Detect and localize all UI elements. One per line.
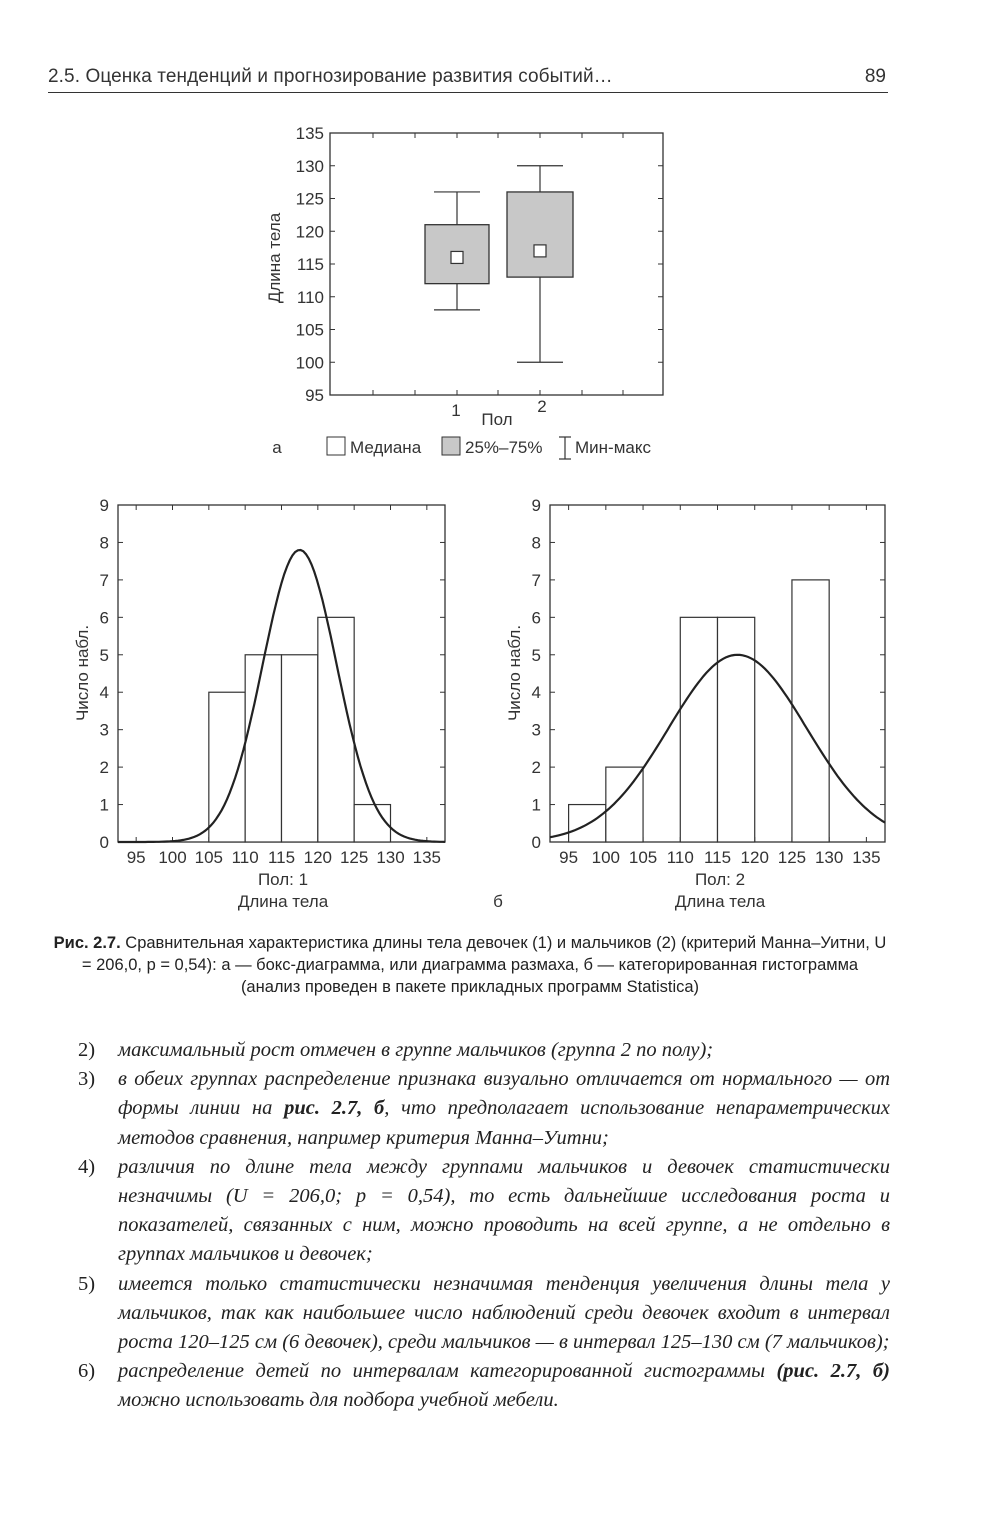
histogram-bar xyxy=(718,617,755,842)
list-item-number: 4) xyxy=(78,1155,96,1178)
histogram-x-tick-label: 100 xyxy=(591,848,621,867)
histogram-bar xyxy=(209,692,245,842)
histogram-x-tick-label: 95 xyxy=(559,848,579,867)
list-item-text xyxy=(118,1357,890,1415)
histogram-y-tick-label: 5 xyxy=(99,645,109,665)
histogram-x-tick-label: 130 xyxy=(376,848,405,867)
histogram-y-tick-label: 7 xyxy=(99,570,109,590)
legend-minmax-icon xyxy=(559,437,571,459)
histogram-2-x-axis-label: Длина тела xyxy=(674,892,766,911)
histogram-x-tick-label: 105 xyxy=(628,848,658,867)
histogram-y-tick-label: 1 xyxy=(531,795,541,815)
histogram-x-tick-label: 110 xyxy=(231,848,259,867)
list-item-text-part: , что предполагает использование непараметрических методов сравнения, например критерия Манна–Уитни; xyxy=(118,1097,891,1149)
boxplot-y-tick-label: 125 xyxy=(295,189,324,209)
histogram-bar xyxy=(792,580,829,842)
panel-label-b: б xyxy=(493,892,503,911)
list-item xyxy=(78,1065,890,1153)
list-item xyxy=(78,1270,890,1358)
figure-reference: рис. 2.7, б xyxy=(284,1097,385,1120)
histogram-x-tick-label: 135 xyxy=(852,848,881,867)
histogram-2-group-label: Пол: 2 xyxy=(694,870,746,889)
boxplot-y-tick-label: 135 xyxy=(295,124,324,143)
numbered-list xyxy=(78,1036,890,1416)
histogram-y-tick-label: 5 xyxy=(531,645,541,665)
boxplot-legend xyxy=(327,437,651,459)
figure-reference: (рис. 2.7, б) xyxy=(776,1360,890,1383)
boxplot-frame xyxy=(330,133,663,395)
panel-label-a: а xyxy=(272,438,282,457)
boxplot-y-tick-label: 95 xyxy=(305,386,324,405)
legend-median-swatch xyxy=(327,437,345,455)
histogram-y-tick-label: 0 xyxy=(531,833,541,852)
list-item-text-part: в обеих группах распределение признака визуально отличается от нормального — от формы линии на xyxy=(118,1068,890,1120)
boxplot-x-tick-label: 2 xyxy=(537,397,547,416)
list-item xyxy=(78,1357,890,1415)
legend-quartiles-swatch xyxy=(442,437,460,455)
histogram-1-y-axis-label: Число набл. xyxy=(73,624,92,722)
list-item-number: 2) xyxy=(78,1039,96,1061)
histogram-bar xyxy=(282,655,318,842)
histogram-bar xyxy=(354,805,390,842)
histogram-y-tick-label: 7 xyxy=(531,570,541,590)
list-item-text-part: можно использовать для подбора учебной мебели. xyxy=(118,1389,559,1412)
list-item-text xyxy=(118,1270,890,1358)
histogram-y-tick-label: 8 xyxy=(99,533,109,553)
histogram-y-tick-label: 9 xyxy=(531,496,541,515)
histogram-bar xyxy=(318,617,354,842)
list-item-number: 6) xyxy=(78,1360,96,1383)
histogram-x-tick-label: 115 xyxy=(703,848,732,867)
running-title: 2.5. Оценка тенденций и прогнозирование развития событий… xyxy=(48,66,613,87)
list-item-text xyxy=(118,1036,890,1065)
histogram-y-tick-label: 0 xyxy=(99,833,109,852)
list-item xyxy=(78,1036,890,1065)
list-item xyxy=(78,1153,890,1270)
legend-median-label: Медиана xyxy=(350,438,422,457)
histogram-x-tick-label: 120 xyxy=(303,848,333,867)
histogram-x-tick-label: 135 xyxy=(412,848,442,867)
boxplot-y-tick-label: 110 xyxy=(296,287,324,307)
histogram-y-tick-label: 6 xyxy=(99,608,109,628)
histogram-x-tick-label: 105 xyxy=(194,848,224,867)
list-item-number: 5) xyxy=(78,1272,96,1295)
boxplot-y-tick-label: 115 xyxy=(296,255,324,274)
boxplot-x-tick-label: 1 xyxy=(451,401,461,420)
histogram-1-x-axis-label: Длина тела xyxy=(237,892,329,911)
histogram-y-tick-label: 6 xyxy=(531,608,541,628)
histogram-chart-1 xyxy=(73,496,445,911)
list-item-text-part: распределение детей по интервалам категорированной гистограммы xyxy=(118,1360,777,1383)
boxplot-median-marker xyxy=(534,245,546,257)
figure-caption-text: Сравнительная характеристика длины тела девочек (1) и мальчиков (2) (критерий Манна–Уитни, U = 206,0, p = 0,54): а — бокс-диаграмма, или диаграмма размаха, б — категорированная гистограмма (анализ проведен в пакете прикладных программ Statistica) xyxy=(81,934,887,996)
histogram-x-tick-label: 115 xyxy=(267,848,296,867)
boxplot-y-tick-label: 105 xyxy=(295,320,324,340)
histogram-y-tick-label: 8 xyxy=(531,533,541,553)
histogram-y-tick-label: 2 xyxy=(99,758,109,778)
histogram-y-tick-label: 4 xyxy=(99,683,109,703)
histogram-1-group-label: Пол: 1 xyxy=(257,870,309,889)
histogram-x-tick-label: 125 xyxy=(777,848,807,867)
histogram-2-y-axis-label: Число набл. xyxy=(505,624,524,722)
boxplot-x-axis-label: Пол xyxy=(481,410,513,429)
figure-caption-label: Рис. 2.7. xyxy=(53,934,121,952)
histogram-x-tick-label: 100 xyxy=(158,848,187,867)
legend-minmax-label: Мин-макс xyxy=(575,438,651,457)
boxplot-y-tick-label: 120 xyxy=(295,222,324,242)
histogram-x-tick-label: 120 xyxy=(740,848,769,867)
histogram-y-tick-label: 9 xyxy=(99,496,109,515)
histogram-bar xyxy=(680,617,717,842)
list-item-text-part: имеется только статистически незначимая тенденция увеличения длины тела у мальчиков, так как наибольшее число наблюдений среди девочек входит в интервал роста 120–125 см (6 девочек), среди мальчиков — в интервал 125–130 см (7 мальчиков); xyxy=(118,1272,890,1354)
list-item-text-part: различия по длине тела между группами мальчиков и девочек статистически незначимы (U = 206,0; p = 0,54), то есть дальнейшие исследования роста и показателей, связанных с ним, можно проводить на всей группе, а не отдельно в группах мальчиков и девочек; xyxy=(118,1155,890,1266)
histogram-bar xyxy=(245,655,281,842)
boxplot-y-tick-label: 100 xyxy=(295,353,324,373)
histogram-x-tick-label: 125 xyxy=(339,848,369,867)
histogram-y-tick-label: 3 xyxy=(531,720,541,740)
histogram-y-tick-label: 2 xyxy=(531,758,541,778)
histogram-bar xyxy=(606,767,643,842)
list-item-number: 3) xyxy=(78,1068,96,1091)
boxplot-chart xyxy=(265,124,663,459)
page-number: 89 xyxy=(864,66,886,87)
list-item-text xyxy=(118,1065,890,1153)
boxplot-median-marker xyxy=(451,251,463,263)
figure-caption xyxy=(50,932,890,998)
histogram-x-tick-label: 110 xyxy=(666,848,694,867)
histogram-x-tick-label: 95 xyxy=(126,848,146,867)
histogram-y-tick-label: 1 xyxy=(99,795,109,815)
list-item-text-part: максимальный рост отмечен в группе мальчиков (группа 2 по полу); xyxy=(118,1039,714,1061)
histogram-y-tick-label: 4 xyxy=(531,683,541,703)
histogram-chart-2 xyxy=(493,496,885,911)
legend-quartiles-label: 25%–75% xyxy=(465,438,543,457)
boxplot-box xyxy=(507,192,573,277)
boxplot-y-tick-label: 130 xyxy=(295,156,324,176)
histogram-x-tick-label: 130 xyxy=(814,848,844,867)
histogram-y-tick-label: 3 xyxy=(99,720,109,740)
list-item-text xyxy=(118,1153,890,1270)
boxplot-y-axis-label: Длина тела xyxy=(265,212,284,304)
